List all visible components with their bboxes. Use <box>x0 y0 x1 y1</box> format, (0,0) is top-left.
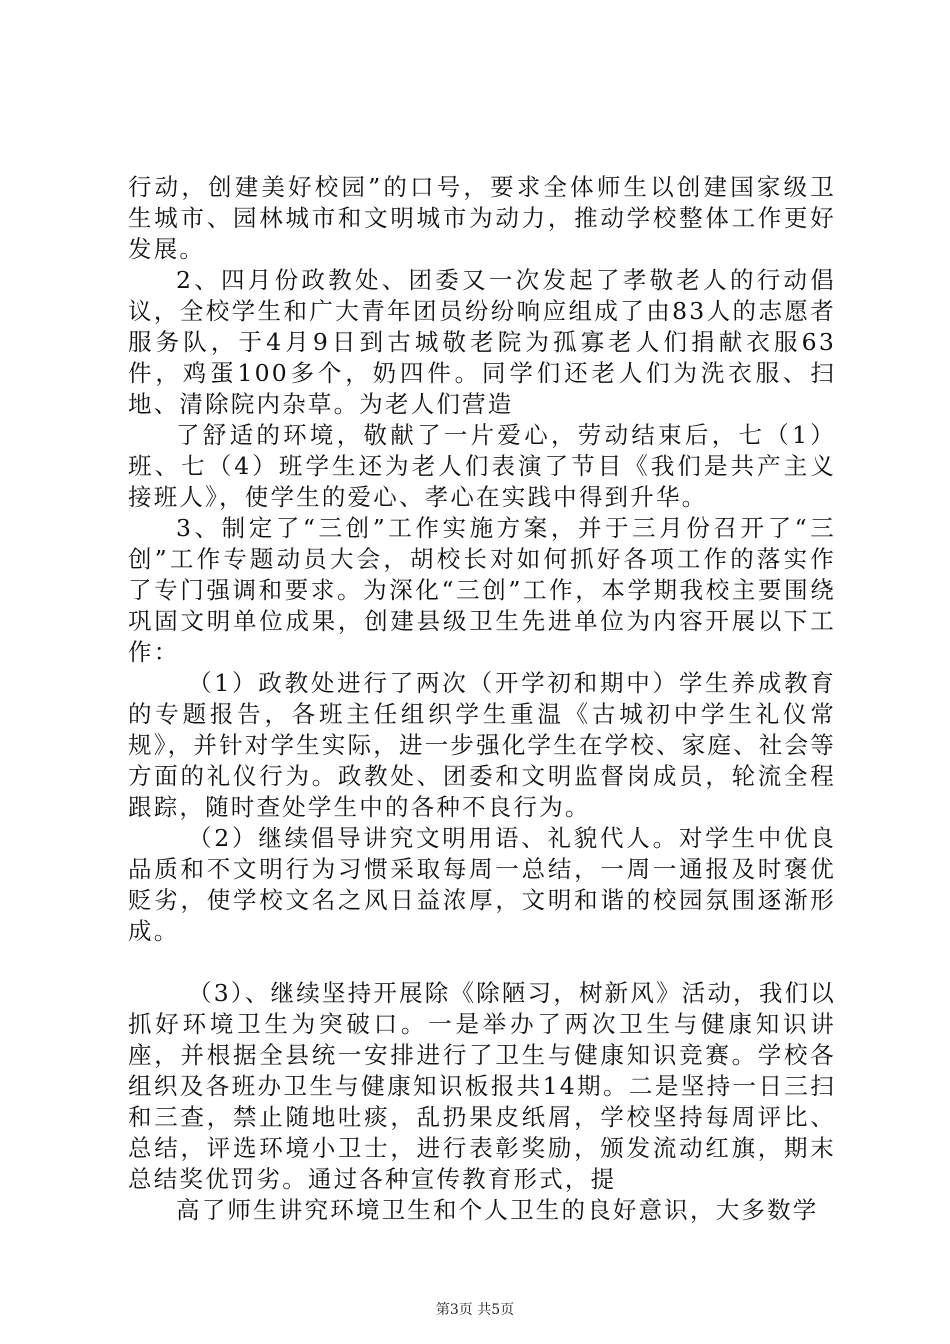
paragraph-item-3: 3、制定了“三创”工作实施方案，并于三月份召开了“三创”工作专题动员大会，胡校长对如何抓好各项工作的落实作了专门强调和要求。为深化“三创”工作，本学期我校主要围绕巩固文明单位成果，创建县级卫生先进单位为内容开展以下工作： <box>128 514 836 666</box>
paragraph-item-2-continued: 了舒适的环境，敬献了一片爱心，劳动结束后，七（1）班、七（4）班学生还为老人们表演了节目《我们是共产主义接班人》，使学生的爱心、孝心在实践中得到升华。 <box>128 421 836 511</box>
document-body <box>128 172 836 1226</box>
paragraph-item-2: 2、四月份政教处、团委又一次发起了孝敬老人的行动倡议，全校学生和广大青年团员纷纷响应组成了由83人的志愿者服务队，于4月9日到古城敬老院为孤寡老人们捐献衣服63件，鸡蛋100多个，奶四件。同学们还老人们为洗衣服、扫地、清除院内杂草。为老人们营造 <box>128 266 836 418</box>
paragraph-continuation: 行动，创建美好校园”的口号，要求全体师生以创建国家级卫生城市、园林城市和文明城市为动力，推动学校整体工作更好发展。 <box>128 173 836 263</box>
paragraph-subitem-3: （3）、继续坚持开展除《除陋习，树新风》活动，我们以抓好环境卫生为突破口。一是举办了两次卫生与健康知识讲座，并根据全县统一安排进行了卫生与健康知识竞赛。学校各组织及各班办卫生与健康知识板报共14期。二是坚持一日三扫和三查，禁止随地吐痰，乱扔果皮纸屑，学校坚持每周评比、总结，评选环境小卫士，进行表彰奖励，颁发流动红旗，期末总结奖优罚劣。通过各种宣传教育形式，提 <box>128 979 836 1193</box>
paragraph-subitem-3-continued: 高了师生讲究环境卫生和个人卫生的良好意识，大多数学 <box>176 1196 819 1224</box>
paragraph-subitem-1: （1）政教处进行了两次（开学初和期中）学生养成教育的专题报告，各班主任组织学生重温《古城初中学生礼仪常规》，并针对学生实际，进一步强化学生在学校、家庭、社会等方面的礼仪行为。政教处、团委和文明监督岗成员，轮流全程跟踪，随时查处学生中的各种不良行为。 <box>128 669 836 821</box>
paragraph-subitem-2: （2）继续倡导讲究文明用语、礼貌代人。对学生中优良品质和不文明行为习惯采取每周一总结，一周一通报及时褒优贬劣，使学校文名之风日益浓厚，文明和谐的校园氛围逐渐形成。 <box>128 824 836 945</box>
page-number-footer: 第3页 共5页 <box>435 1302 515 1318</box>
